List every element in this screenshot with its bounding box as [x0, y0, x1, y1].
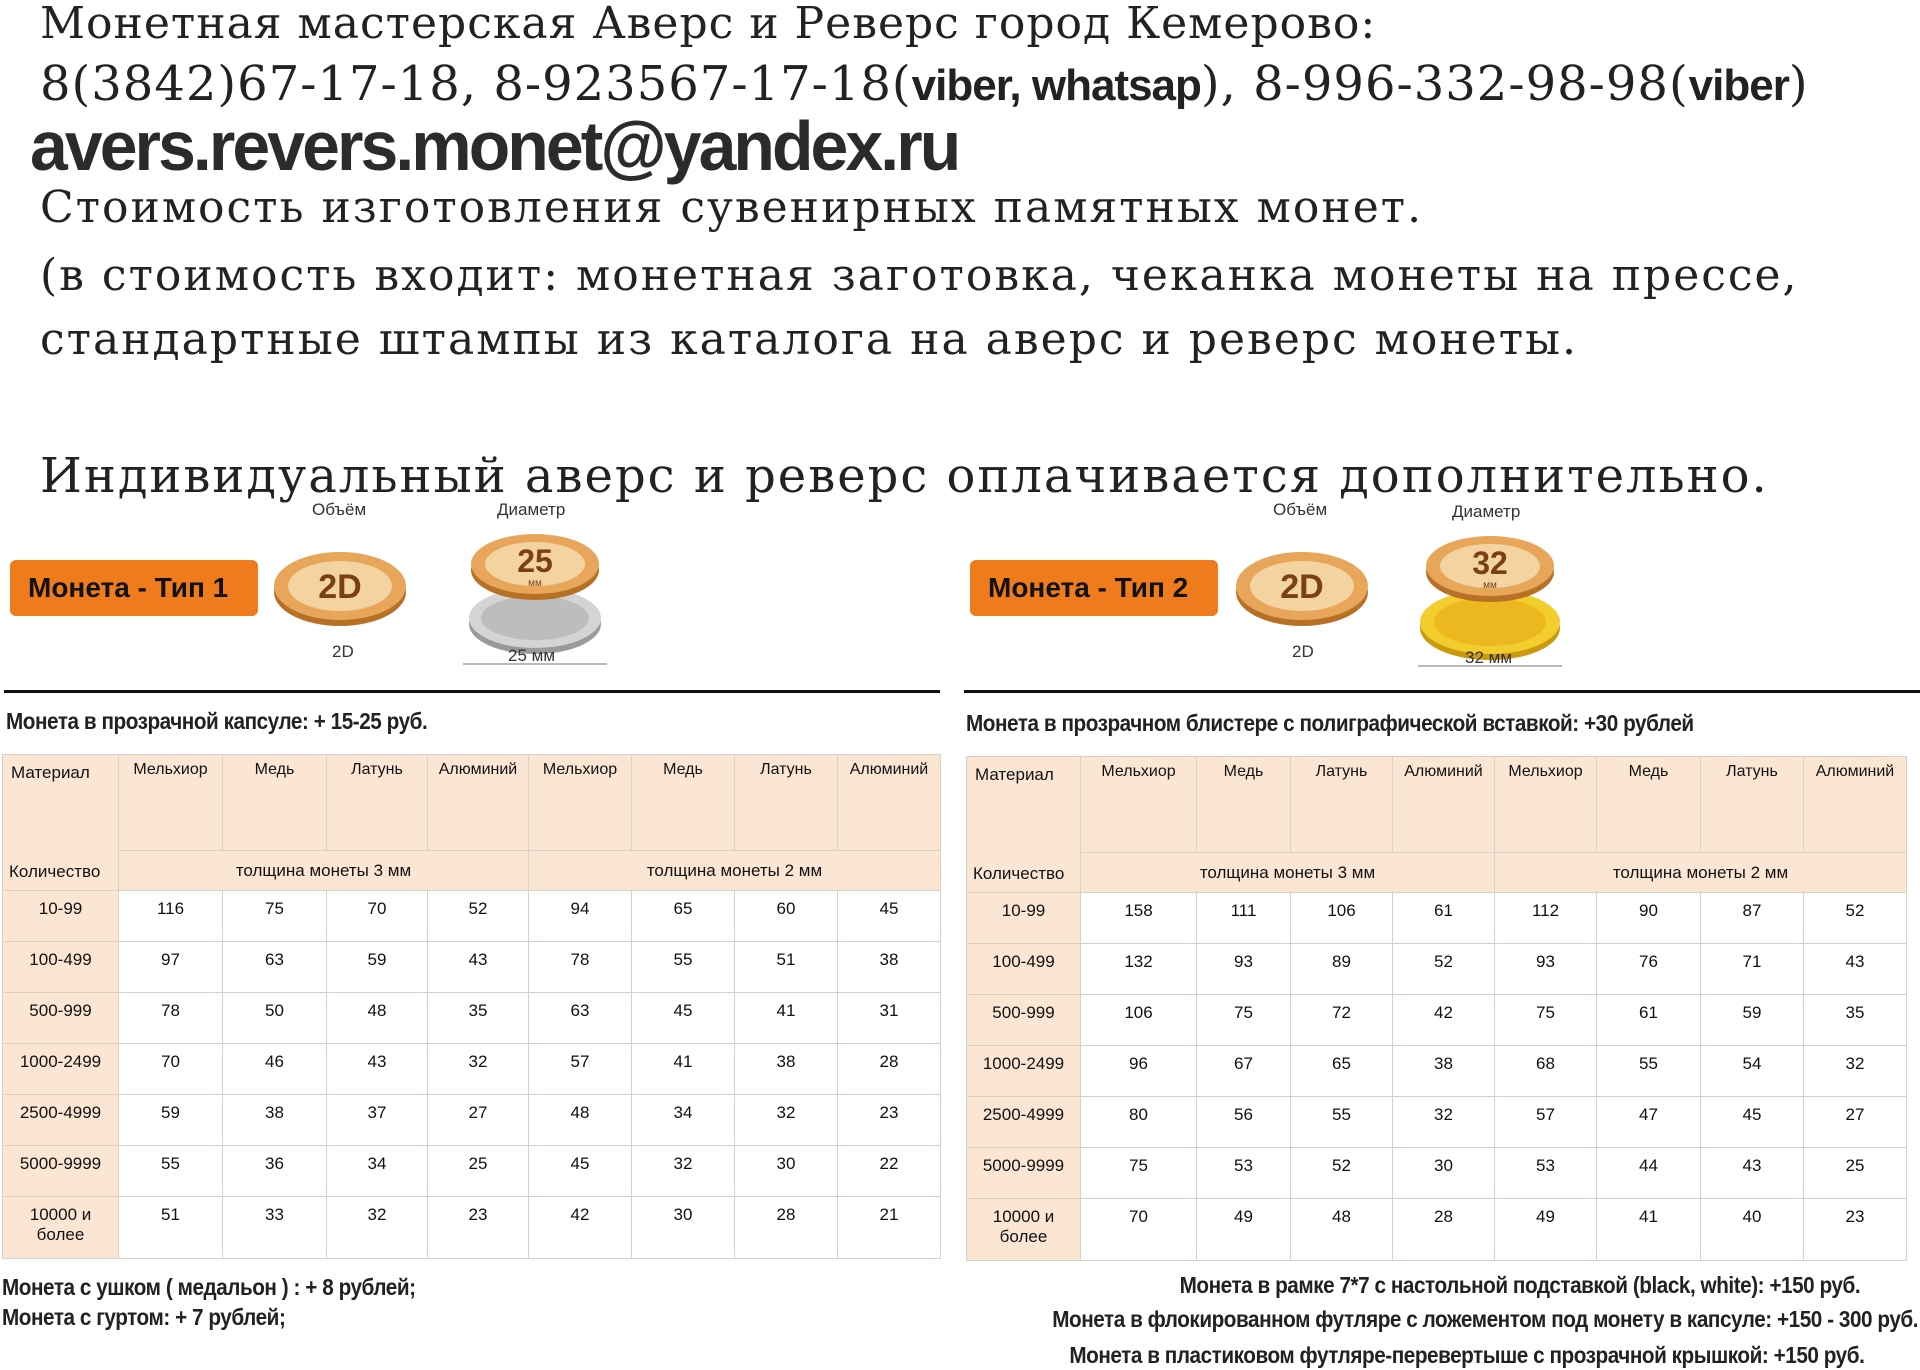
price-cell: 40: [1701, 1199, 1804, 1261]
thickness-header-row: [3, 851, 941, 891]
thickness-header-row: [967, 853, 1907, 893]
price-cell: 27: [428, 1095, 529, 1146]
price-cell: 106: [1081, 995, 1197, 1046]
cost-includes-line2: стандартные штампы из каталога на аверс и реверс монеты.: [40, 314, 1579, 365]
price-cell: 52: [1804, 893, 1907, 944]
volume-badge-text: 2D: [318, 568, 362, 606]
price-cell: 32: [428, 1044, 529, 1095]
contact-phones: 8(3842)67-17-18, 8-923567-17-18(viber, whatsap), 8-996-332-98-98(viber): [40, 56, 1809, 112]
quantity-cell: 5000-9999: [967, 1148, 1081, 1199]
price-cell: 56: [1197, 1097, 1291, 1148]
corner-cell: [3, 755, 119, 891]
table-row: [3, 1197, 941, 1259]
diameter-unit-text: мм: [528, 578, 542, 589]
price-cell: 72: [1291, 995, 1393, 1046]
price-cell: 53: [1197, 1148, 1291, 1199]
quantity-cell: 2500-4999: [967, 1097, 1081, 1148]
table-row: [3, 891, 941, 942]
price-cell: 55: [632, 942, 735, 993]
price-cell: 71: [1701, 944, 1804, 995]
price-cell: 116: [119, 891, 223, 942]
price-cell: 93: [1495, 944, 1597, 995]
price-cell: 52: [1291, 1148, 1393, 1199]
price-cell: 52: [428, 891, 529, 942]
diameter-unit-text: мм: [1483, 580, 1497, 591]
quantity-cell: 500-999: [3, 993, 119, 1044]
table-row: [967, 995, 1907, 1046]
price-cell: 23: [1804, 1199, 1907, 1261]
price-cell: 75: [223, 891, 327, 942]
table-row: [967, 893, 1907, 944]
price-cell: 90: [1597, 893, 1701, 944]
price-cell: 80: [1081, 1097, 1197, 1148]
table-row: [3, 1044, 941, 1095]
coin-type-2-label: Монета - Тип 2: [970, 560, 1218, 616]
price-cell: 65: [632, 891, 735, 942]
footer-option-flock-case: Монета в флокированном футляре с ложементом под монету в капсуле: +150 - 300 руб.: [1052, 1306, 1918, 1332]
price-cell: 34: [632, 1095, 735, 1146]
price-cell: 61: [1597, 995, 1701, 1046]
price-cell: 75: [1081, 1148, 1197, 1199]
price-cell: 50: [223, 993, 327, 1044]
price-cell: 65: [1291, 1046, 1393, 1097]
price-cell: 59: [1701, 995, 1804, 1046]
material-header: Латунь: [1701, 757, 1804, 853]
price-cell: 70: [327, 891, 428, 942]
price-cell: 35: [428, 993, 529, 1044]
price-cell: 43: [1701, 1148, 1804, 1199]
volume-caption: Объём: [312, 500, 367, 519]
quantity-cell: 100-499: [3, 942, 119, 993]
workshop-title: Монетная мастерская Аверс и Реверс город Кемерово:: [40, 0, 1377, 49]
price-cell: 46: [223, 1044, 327, 1095]
material-header: Мельхиор: [529, 755, 632, 851]
table-row: [3, 993, 941, 1044]
price-cell: 21: [838, 1197, 941, 1259]
material-header: Алюминий: [838, 755, 941, 851]
price-cell: 48: [1291, 1199, 1393, 1261]
price-cell: 42: [1393, 995, 1495, 1046]
price-cell: 94: [529, 891, 632, 942]
price-cell: 23: [838, 1095, 941, 1146]
volume-2d-coin-icon: [270, 548, 410, 628]
price-cell: 78: [529, 942, 632, 993]
table-row: [3, 1146, 941, 1197]
footer-option-frame: Монета в рамке 7*7 с настольной подставкой (black, white): +150 руб.: [1179, 1272, 1860, 1298]
price-cell: 63: [529, 993, 632, 1044]
price-cell: 75: [1495, 995, 1597, 1046]
price-cell: 38: [838, 942, 941, 993]
price-cell: 111: [1197, 893, 1291, 944]
table-row: [3, 942, 941, 993]
price-cell: 45: [632, 993, 735, 1044]
quantity-cell: 10-99: [3, 891, 119, 942]
table-row: [967, 1199, 1907, 1261]
quantity-cell: 10000 и более: [3, 1197, 119, 1259]
price-cell: 60: [735, 891, 838, 942]
price-cell: 63: [223, 942, 327, 993]
price-cell: 70: [1081, 1199, 1197, 1261]
price-cell: 33: [223, 1197, 327, 1259]
volume-under-label: 2D: [1292, 642, 1314, 661]
price-cell: 32: [735, 1095, 838, 1146]
blister-table-title: Монета в прозрачном блистере с полиграфической вставкой: +30 рублей: [966, 710, 1694, 736]
price-cell: 27: [1804, 1097, 1907, 1148]
quantity-cell: 10-99: [967, 893, 1081, 944]
price-cell: 22: [838, 1146, 941, 1197]
blister-price-table: [966, 756, 1907, 1261]
capsule-table-title: Монета в прозрачной капсуле: + 15-25 руб.: [6, 708, 428, 734]
diameter-caption: Диаметр: [497, 500, 566, 519]
price-cell: 52: [1393, 944, 1495, 995]
price-cell: 41: [735, 993, 838, 1044]
quantity-label: Количество: [973, 864, 1065, 883]
price-cell: 61: [1393, 893, 1495, 944]
price-cell: 57: [529, 1044, 632, 1095]
price-cell: 28: [1393, 1199, 1495, 1261]
price-cell: 49: [1197, 1199, 1291, 1261]
material-header: Латунь: [1291, 757, 1393, 853]
price-cell: 34: [327, 1146, 428, 1197]
price-cell: 38: [735, 1044, 838, 1095]
price-cell: 89: [1291, 944, 1393, 995]
price-cell: 70: [119, 1044, 223, 1095]
diameter-value-text: 25: [517, 543, 553, 579]
footer-option-edge: Монета с гуртом: + 7 рублей;: [2, 1304, 286, 1330]
price-cell: 96: [1081, 1046, 1197, 1097]
price-cell: 51: [735, 942, 838, 993]
price-cell: 59: [119, 1095, 223, 1146]
table-row: [3, 1095, 941, 1146]
price-cell: 132: [1081, 944, 1197, 995]
divider-right: [964, 690, 1920, 693]
material-header: Медь: [632, 755, 735, 851]
price-cell: 48: [327, 993, 428, 1044]
price-cell: 57: [1495, 1097, 1597, 1148]
volume-under-label: 2D: [332, 642, 354, 661]
price-cell: 55: [119, 1146, 223, 1197]
price-cell: 59: [327, 942, 428, 993]
price-cell: 36: [223, 1146, 327, 1197]
price-cell: 32: [1393, 1097, 1495, 1148]
price-cell: 43: [1804, 944, 1907, 995]
price-cell: 51: [119, 1197, 223, 1259]
table-row: [967, 1097, 1907, 1148]
price-cell: 28: [735, 1197, 838, 1259]
quantity-cell: 100-499: [967, 944, 1081, 995]
price-cell: 42: [529, 1197, 632, 1259]
material-header-row: [3, 755, 941, 851]
cost-includes-line1: (в стоимость входит: монетная заготовка, чеканка монеты на прессе,: [40, 250, 1799, 301]
price-cell: 48: [529, 1095, 632, 1146]
individual-note: Индивидуальный аверс и реверс оплачивается дополнительно.: [40, 448, 1769, 504]
material-header: Алюминий: [1804, 757, 1907, 853]
diameter-value-text: 32: [1472, 545, 1508, 581]
price-cell: 30: [632, 1197, 735, 1259]
price-cell: 93: [1197, 944, 1291, 995]
price-cell: 38: [1393, 1046, 1495, 1097]
material-label: Материал: [11, 763, 90, 782]
price-cell: 47: [1597, 1097, 1701, 1148]
footer-option-medallion: Монета с ушком ( медальон ) : + 8 рублей;: [2, 1274, 416, 1300]
price-cell: 41: [632, 1044, 735, 1095]
price-cell: 55: [1597, 1046, 1701, 1097]
coin-type-1-label: Монета - Тип 1: [10, 560, 258, 616]
material-header: Мельхиор: [119, 755, 223, 851]
price-cell: 76: [1597, 944, 1701, 995]
footer-option-plastic-case: Монета в пластиковом футляре-перевертыше с прозрачной крышкой: +150 руб.: [1068, 1342, 1864, 1368]
price-cell: 45: [529, 1146, 632, 1197]
price-cell: 25: [1804, 1148, 1907, 1199]
material-header: Алюминий: [1393, 757, 1495, 853]
price-cell: 68: [1495, 1046, 1597, 1097]
price-cell: 43: [327, 1044, 428, 1095]
material-label: Материал: [975, 765, 1054, 784]
price-cell: 158: [1081, 893, 1197, 944]
capsule-price-table: [2, 754, 941, 1259]
price-cell: 37: [327, 1095, 428, 1146]
price-cell: 55: [1291, 1097, 1393, 1148]
corner-cell: [967, 757, 1081, 893]
quantity-label: Количество: [9, 862, 101, 881]
quantity-cell: 5000-9999: [3, 1146, 119, 1197]
price-cell: 28: [838, 1044, 941, 1095]
volume-caption: Объём: [1273, 500, 1328, 519]
price-cell: 45: [1701, 1097, 1804, 1148]
price-cell: 53: [1495, 1148, 1597, 1199]
material-header: Латунь: [735, 755, 838, 851]
price-cell: 54: [1701, 1046, 1804, 1097]
price-cell: 87: [1701, 893, 1804, 944]
thickness-2mm-header: толщина монеты 2 мм: [529, 851, 941, 891]
thickness-2mm-header: толщина монеты 2 мм: [1495, 853, 1907, 893]
volume-2d-coin-icon: [1232, 548, 1372, 628]
price-cell: 30: [735, 1146, 838, 1197]
cost-heading: Стоимость изготовления сувенирных памятных монет.: [40, 182, 1424, 233]
price-cell: 43: [428, 942, 529, 993]
material-header-row: [967, 757, 1907, 853]
thickness-3mm-header: толщина монеты 3 мм: [1081, 853, 1495, 893]
price-cell: 106: [1291, 893, 1393, 944]
price-cell: 112: [1495, 893, 1597, 944]
table-row: [967, 1046, 1907, 1097]
price-cell: 35: [1804, 995, 1907, 1046]
thickness-3mm-header: толщина монеты 3 мм: [119, 851, 529, 891]
material-header: Мельхиор: [1081, 757, 1197, 853]
price-cell: 44: [1597, 1148, 1701, 1199]
material-header: Мельхиор: [1495, 757, 1597, 853]
material-header: Медь: [223, 755, 327, 851]
price-cell: 32: [327, 1197, 428, 1259]
material-header: Алюминий: [428, 755, 529, 851]
quantity-cell: 10000 и более: [967, 1199, 1081, 1261]
price-cell: 25: [428, 1146, 529, 1197]
price-cell: 97: [119, 942, 223, 993]
material-header: Латунь: [327, 755, 428, 851]
quantity-cell: 1000-2499: [967, 1046, 1081, 1097]
material-header: Медь: [1197, 757, 1291, 853]
price-cell: 78: [119, 993, 223, 1044]
quantity-cell: 1000-2499: [3, 1044, 119, 1095]
price-cell: 31: [838, 993, 941, 1044]
diameter-caption: Диаметр: [1452, 502, 1521, 521]
price-cell: 67: [1197, 1046, 1291, 1097]
volume-badge-text: 2D: [1280, 568, 1324, 606]
price-cell: 30: [1393, 1148, 1495, 1199]
price-cell: 38: [223, 1095, 327, 1146]
table-row: [967, 1148, 1907, 1199]
price-cell: 75: [1197, 995, 1291, 1046]
price-cell: 23: [428, 1197, 529, 1259]
quantity-cell: 500-999: [967, 995, 1081, 1046]
material-header: Медь: [1597, 757, 1701, 853]
price-cell: 32: [632, 1146, 735, 1197]
divider-left: [4, 690, 940, 693]
price-cell: 49: [1495, 1199, 1597, 1261]
diameter-under-label: 25 мм: [508, 646, 556, 665]
diameter-under-label: 32 мм: [1465, 648, 1513, 667]
table-row: [967, 944, 1907, 995]
price-cell: 45: [838, 891, 941, 942]
contact-email: avers.revers.monet@yandex.ru: [30, 107, 959, 185]
price-cell: 41: [1597, 1199, 1701, 1261]
price-cell: 32: [1804, 1046, 1907, 1097]
quantity-cell: 2500-4999: [3, 1095, 119, 1146]
